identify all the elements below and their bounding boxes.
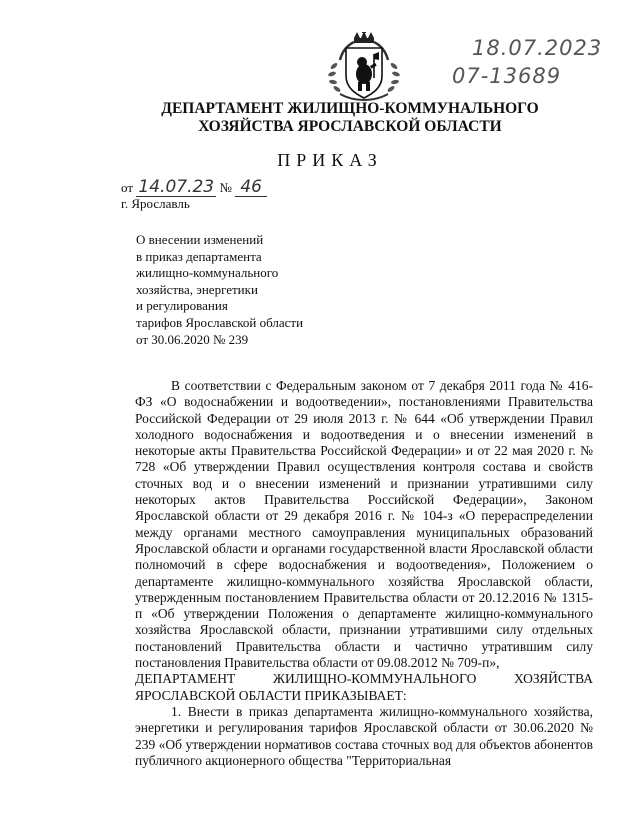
order-number: 46	[235, 178, 267, 197]
registration-stamp	[452, 34, 602, 90]
department-title	[150, 100, 550, 136]
subject-line: хозяйства, энергетики	[136, 281, 258, 297]
subject-line: тарифов Ярославской области	[136, 314, 304, 330]
subject-line: в приказ департамента	[136, 248, 262, 264]
from-label: от	[121, 180, 134, 195]
stamp-date: 18.07.2023	[472, 36, 603, 60]
department-line-2: ХОЗЯЙСТВА ЯРОСЛАВСКОЙ ОБЛАСТИ	[198, 118, 502, 135]
order-date: 14.07.23	[136, 178, 216, 197]
order-body	[135, 378, 593, 769]
city-label: г. Ярославль	[121, 196, 190, 211]
subject-line: и регулирования	[136, 298, 228, 314]
coat-of-arms-emblem	[324, 32, 404, 104]
subject-line: О внесении изменений	[136, 232, 264, 247]
decree-paragraph: ДЕПАРТАМЕНТ ЖИЛИЩНО-КОММУНАЛЬНОГО ХОЗЯЙСТВА ЯРОСЛАВСКОЙ ОБЛАСТИ ПРИКАЗЫВАЕТ:	[135, 671, 593, 703]
stamp-number: 07-13689	[452, 64, 562, 88]
number-label: №	[219, 180, 232, 195]
subject-line: от 30.06.2020 № 239	[136, 331, 249, 347]
order-subject	[136, 232, 303, 348]
preamble-paragraph: В соответствии с Федеральным законом от 7 декабря 2011 года № 416-ФЗ «О водоснабжении и водоотведении», постановлениями Правительства Российской Федерации от 29 июля 2013 г. № 644 «Об утверждении Правил холодного водоснабжения и водоотведения и о внесении изменений в некоторые акты Правительства Российской Федерации» и от 22 мая 2020 г. № 728 «Об утверждении Правил осуществления контроля состава и свойств сточных вод и о внесении изменений и признании утратившими силу некоторых актов Правительства Российской Федерации», Законом Ярославской области от 29 декабря 2016 г. № 104-з «О перераспределении между органами местного самоуправления муниципальных образований Ярославской области и органами государственной власти Ярославской области полномочий в сфере водоснабжения и водоотведения», Положением о департаменте жилищно-коммунального хозяйства Ярославской области, утвержденным постановлением Правительства области от 20.12.2016 № 1315-п «Об утверждении Положения о департаменте жилищно-коммунального хозяйства Ярославской области, признании утратившими силу отдельных постановлений Правительства области и частично утратившим силу постановления Правительства области от 09.08.2012 № 709-п»,	[135, 378, 593, 671]
order-title: ПРИКАЗ	[277, 150, 383, 170]
order-date-number-line	[121, 178, 267, 197]
subject-line: жилищно-коммунального	[136, 265, 279, 281]
item-1-paragraph: 1. Внести в приказ департамента жилищно-коммунального хозяйства, энергетики и регулирования тарифов Ярославской области от 30.06.2020 № 239 «Об утверждении нормативов состава сточных вод для объектов абонентов публичного акционерного общества "Территориальная	[135, 703, 593, 768]
department-line-1: ДЕПАРТАМЕНТ ЖИЛИЩНО-КОММУНАЛЬНОГО	[161, 100, 539, 117]
